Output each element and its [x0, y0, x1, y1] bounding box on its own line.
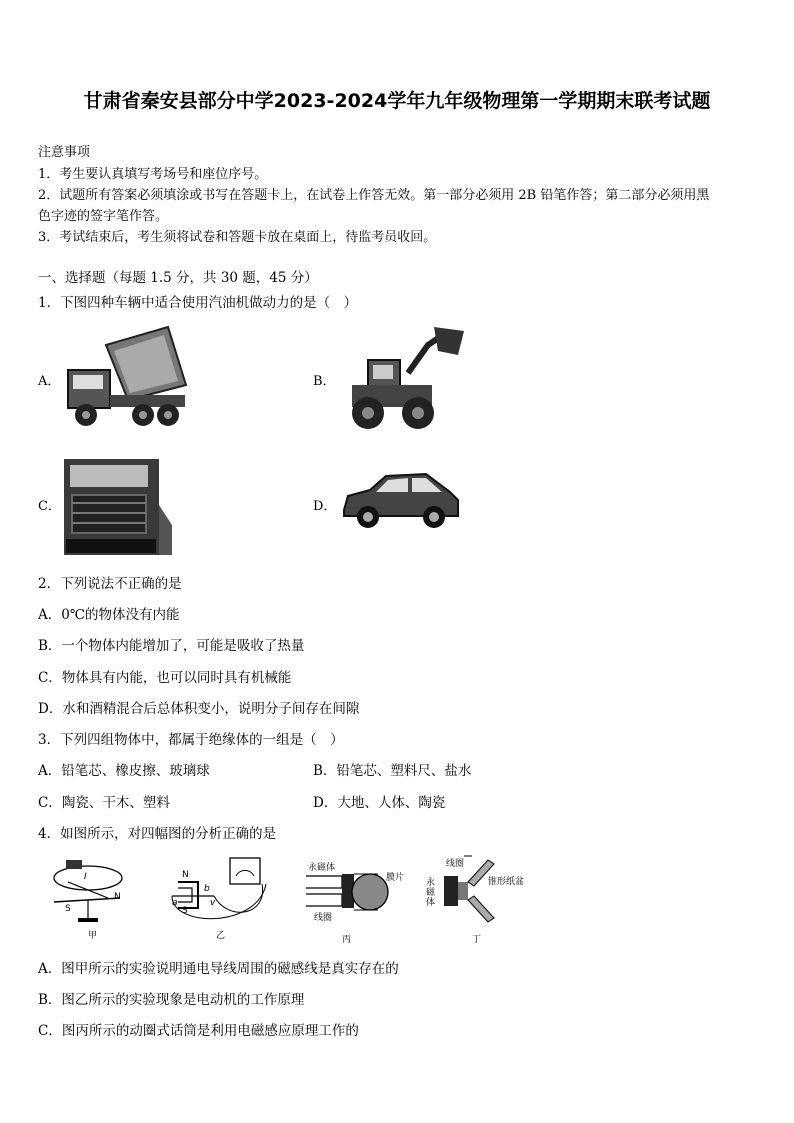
q4-option-c: C．图丙所示的动圈式话筒是利用电磁感应原理工作的: [38, 1023, 359, 1039]
jia-label-s: S: [65, 904, 71, 914]
ding-label-magnet: 永磁体: [426, 878, 436, 908]
figure-caption-jia: 甲: [88, 931, 98, 941]
q1-label-a: A．: [38, 374, 61, 389]
ding-label-coil: 线圈: [446, 859, 465, 869]
speaker-diagram: [424, 852, 536, 932]
yi-label-v: v: [210, 898, 216, 908]
heavy-truck-image: [62, 455, 174, 557]
q4-option-b: B．图乙所示的实验现象是电动机的工作原理: [38, 992, 305, 1008]
q3-option-c: C．陶瓷、干木、塑料: [38, 795, 170, 811]
q1-stem: 1．下图四种车辆中适合使用汽油机做动力的是（ ）: [38, 295, 358, 311]
induction-diagram: [168, 852, 276, 932]
car-image: [338, 470, 462, 532]
q3-option-d: D．大地、人体、陶瓷: [313, 795, 446, 811]
q2-option-c: C．物体具有内能，也可以同时具有机械能: [38, 670, 292, 686]
yi-label-b: b: [204, 884, 210, 894]
compass-wire-diagram: [48, 852, 138, 932]
wheel-loader-image: [338, 325, 468, 433]
q1-label-d: D．: [313, 499, 337, 514]
bing-label-coil: 线圈: [314, 913, 333, 923]
page-title: 甘肃省秦安县部分中学2023-2024学年九年级物理第一学期期末联考试题: [83, 90, 711, 112]
notice-heading: 注意事项: [38, 145, 91, 160]
figure-jia: [48, 852, 138, 944]
q3-option-a: A．铅笔芯、橡皮擦、玻璃球: [38, 763, 210, 779]
q2-option-d: D．水和酒精混合后总体积变小，说明分子间存在间隙: [38, 701, 360, 717]
q4-option-a: A．图甲所示的实验说明通电导线周围的磁感线是真实存在的: [38, 961, 399, 977]
jia-label-i: I: [84, 872, 87, 882]
q2-option-b: B．一个物体内能增加了，可能是吸收了热量: [38, 638, 305, 654]
q3-stem: 3．下列四组物体中，都属于绝缘体的一组是（ ）: [38, 732, 344, 748]
bing-label-diaphragm: 膜片: [386, 873, 405, 883]
ding-label-cone: 锥形纸盆: [488, 877, 525, 887]
q1-label-b: B．: [313, 374, 336, 389]
q2-stem: 2．下列说法不正确的是: [38, 576, 182, 592]
q1-label-c: C．: [38, 499, 61, 514]
figure-caption-bing: 丙: [342, 935, 352, 945]
section-heading: 一、选择题（每题 1.5 分，共 30 题，45 分）: [38, 270, 318, 286]
q3-option-b: B．铅笔芯、塑料尺、盐水: [313, 763, 472, 779]
figure-bing: [302, 852, 412, 944]
q4-stem: 4．如图所示，对四幅图的分析正确的是: [38, 826, 277, 842]
figure-caption-ding: 丁: [472, 935, 482, 945]
notice-item-2-cont: 色字迹的签字笔作答。: [38, 209, 169, 224]
yi-label-n: N: [182, 870, 189, 880]
yi-label-s: S: [182, 906, 188, 916]
figure-ding: [424, 852, 536, 944]
yi-label-a: a: [172, 898, 178, 908]
dump-truck-image: [58, 325, 193, 430]
q2-option-a: A．0℃的物体没有内能: [38, 607, 180, 623]
figure-yi: [168, 852, 276, 944]
notice-item-3: 3．考试结束后，考生须将试卷和答题卡放在桌面上，待监考员收回。: [38, 230, 437, 245]
jia-label-n: N: [114, 892, 121, 902]
notice-item-2: 2．试题所有答案必须填涂或书写在答题卡上，在试卷上作答无效。第一部分必须用 2B 铅笔作答；第二部分必须用黑: [38, 188, 710, 203]
notice-item-1: 1．考生要认真填写考场号和座位序号。: [38, 167, 268, 182]
figure-caption-yi: 乙: [216, 931, 226, 941]
bing-label-magnet: 永磁体: [308, 863, 336, 873]
